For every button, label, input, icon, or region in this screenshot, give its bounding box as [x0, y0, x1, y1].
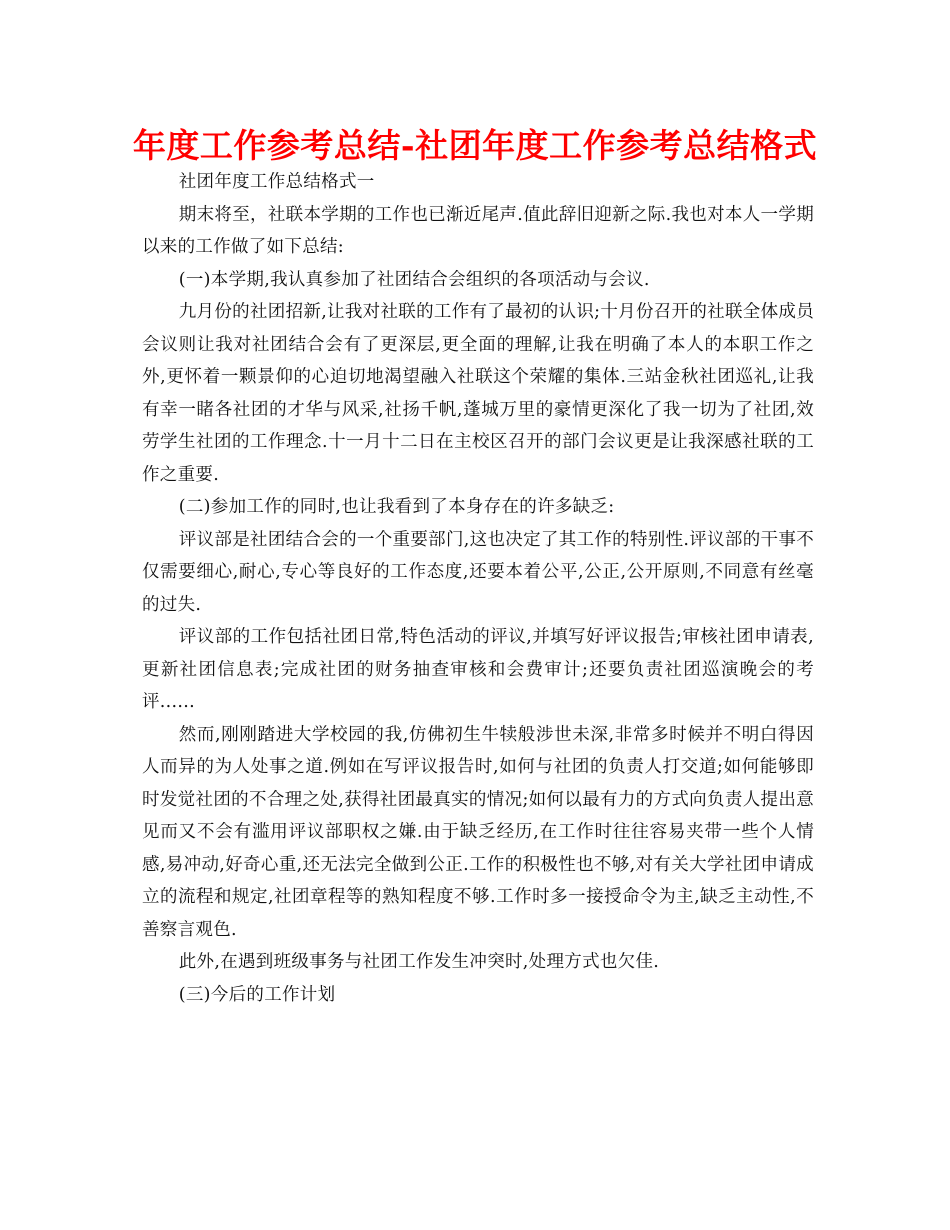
- paragraph: (一)本学期,我认真参加了社团结合会组织的各项活动与会议.: [178, 269, 650, 290]
- paragraph: 九月份的社团招新,让我对社联的工作有了最初的认识;十月份召开的社联全体成员会议则让我对社团结合会有了更深层,更全面的理解,让我在明确了本人的本职工作之外,更怀着一颗景仰的心迫切地渴望融入社联这个荣耀的集体.三站金秋社团巡礼,让我有幸一睹各社团的才华与风采,社扬千帆,蓬城万里的豪情更深化了我一切为了社团,效劳学生社团的工作理念.十一月十二日在主校区召开的部门会议更是让我深感社联的工作之重要.: [142, 302, 814, 485]
- paragraph: 然而,刚刚踏进大学校园的我,仿佛初生牛犊般涉世未深,非常多时候并不明白得因人而异的为人处事之道.例如在写评议报告时,如何与社团的负责人打交道;如何能够即时发觉社团的不合理之处,获得社团最真实的情况;如何以最有力的方式向负责人提出意见而又不会有滥用评议部职权之嫌.由于缺乏经历,在工作时往往容易夹带一些个人情感,易冲动,好奇心重,还无法完全做到公正.工作的积极性也不够,对有关大学社团申请成立的流程和规定,社团章程等的熟知程度不够.工作时多一接授命令为主,缺乏主动性,不善察言观色.: [142, 724, 814, 940]
- document-title: 年度工作参考总结-社团年度工作参考总结格式: [132, 126, 818, 165]
- paragraph-subtitle: 社团年度工作总结格式一: [178, 172, 375, 192]
- document-body: [142, 166, 814, 1011]
- paragraph: 期末将至，社联本学期的工作也已渐近尾声.值此辞旧迎新之际.我也对本人一学期以来的工作做了如下总结:: [142, 204, 814, 257]
- paragraph: 评议部的工作包括社团日常,特色活动的评议,并填写好评议报告;审核社团申请表,更新社团信息表;完成社团的财务抽查审核和会费审计;还要负责社团巡演晚会的考评......: [142, 627, 814, 712]
- paragraph: (二)参加工作的同时,也让我看到了本身存在的许多缺乏:: [178, 497, 615, 517]
- paragraph: (三)今后的工作计划: [178, 984, 336, 1005]
- paragraph: 评议部是社团结合会的一个重要部门,这也决定了其工作的特别性.评议部的干事不仅需要细心,耐心,专心等良好的工作态度,还要本着公平,公正,公开原则,不同意有丝毫的过失.: [142, 529, 814, 615]
- paragraph: 此外,在遇到班级事务与社团工作发生冲突时,处理方式也欠佳.: [178, 952, 660, 972]
